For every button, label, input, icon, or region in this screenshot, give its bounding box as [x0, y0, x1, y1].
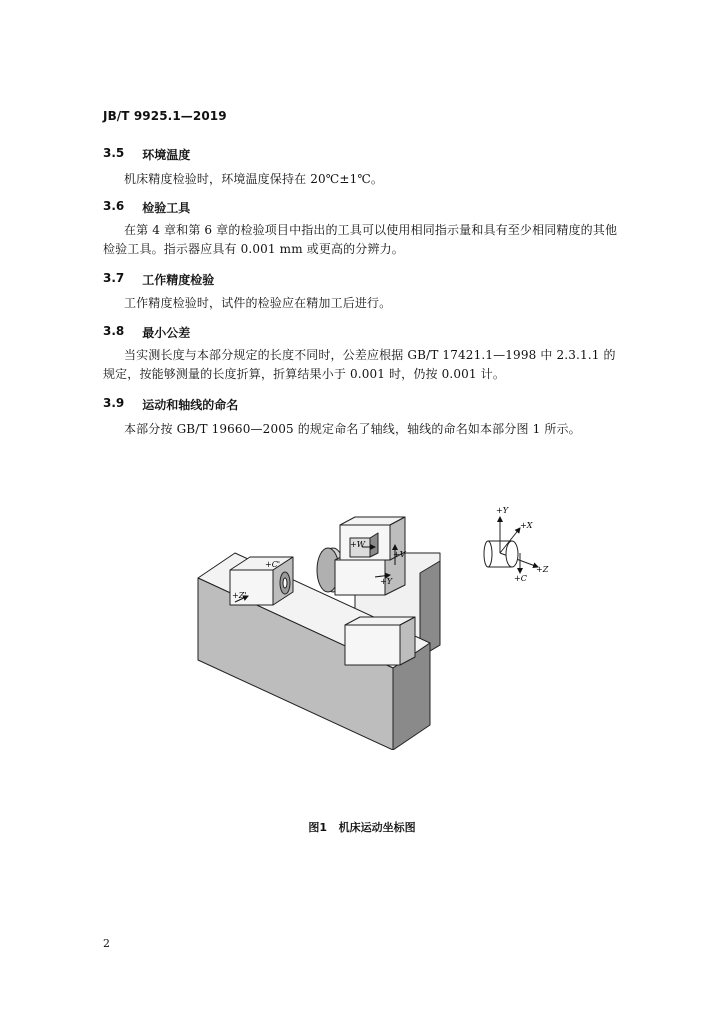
label-v: +V — [393, 550, 406, 559]
axis-x-label: +X — [520, 521, 533, 530]
section-heading: 运动和轴线的命名 — [142, 398, 239, 412]
standard-number: JB/T 9925.1—2019 — [103, 109, 227, 123]
label-w: +W — [350, 540, 365, 549]
section-3-6-body: 在第 4 章和第 6 章的检验项目中指出的工具可以使用相同指示量和具有至少相同精度的其他检验工具。指示器应具有 0.001 mm 或更高的分辨力。 — [103, 223, 618, 256]
section-number: 3.8 — [103, 324, 125, 338]
section-3-9-body: 本部分按 GB/T 19660—2005 的规定命名了轴线，轴线的命名如本部分图 1 所示。 — [124, 422, 581, 436]
figure-caption-number: 图1 — [308, 821, 328, 834]
section-heading: 最小公差 — [142, 326, 191, 340]
section-3-8-title — [103, 324, 190, 341]
figure-caption-text: 机床运动坐标图 — [338, 821, 416, 834]
label-c-prime: +C' — [265, 560, 281, 569]
section-3-7-body: 工作精度检验时，试件的检验应在精加工后进行。 — [124, 296, 392, 310]
axis-y-label: +Y — [496, 506, 508, 515]
label-y-machine: +Y — [380, 577, 392, 586]
page-number: 2 — [103, 937, 110, 950]
section-3-5-body: 机床精度检验时，环境温度保持在 20℃±1℃。 — [124, 172, 384, 186]
section-3-6-title — [103, 199, 190, 216]
section-number: 3.5 — [103, 146, 125, 160]
label-z-prime: +Z' — [232, 591, 247, 600]
section-3-7-title — [103, 271, 214, 288]
section-number: 3.6 — [103, 199, 125, 213]
section-3-9-title — [103, 396, 238, 413]
axis-c-label: +C — [514, 574, 527, 583]
section-number: 3.9 — [103, 396, 125, 410]
axis-z-label: +Z — [536, 565, 549, 574]
machine-tool-diagram — [190, 495, 560, 750]
section-heading: 工作精度检验 — [142, 273, 215, 287]
section-number: 3.7 — [103, 271, 125, 285]
section-3-8-body: 当实测长度与本部分规定的长度不同时，公差应根据 GB/T 17421.1—1998 中 2.3.1.1 的规定，按能够测量的长度折算，折算结果小于 0.001 时，仍按 0.001 计。 — [103, 348, 616, 381]
section-heading: 检验工具 — [142, 201, 191, 215]
section-3-5-title — [103, 146, 190, 163]
figure-caption — [0, 819, 724, 835]
section-heading: 环境温度 — [142, 148, 191, 162]
